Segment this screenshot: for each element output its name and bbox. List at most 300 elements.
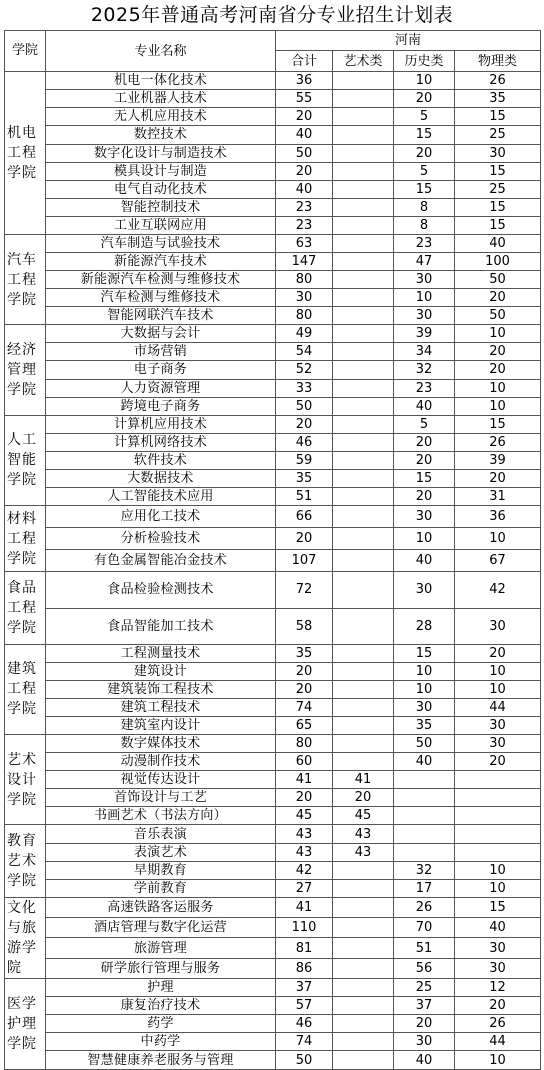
cell-physics: 30 [455, 735, 541, 753]
cell-art [333, 90, 394, 108]
major-name: 数控技术 [46, 126, 276, 144]
cell-history [394, 825, 455, 843]
major-name: 音乐表演 [46, 825, 276, 843]
table-row [5, 680, 541, 698]
cell-art [333, 361, 394, 379]
cell-physics [455, 771, 541, 789]
cell-art [333, 1051, 394, 1070]
cell-physics: 25 [455, 180, 541, 198]
cell-art [333, 144, 394, 162]
cell-physics: 20 [455, 997, 541, 1015]
cell-art [333, 662, 394, 680]
cell-art [333, 1033, 394, 1051]
cell-physics: 15 [455, 897, 541, 917]
cell-art [333, 271, 394, 289]
cell-history: 37 [394, 997, 455, 1015]
table-row [5, 415, 541, 433]
table-row [5, 997, 541, 1015]
major-name: 酒店管理与数字化运营 [46, 918, 276, 938]
major-name: 新能源汽车检测与维修技术 [46, 271, 276, 289]
cell-history: 15 [394, 644, 455, 662]
table-row [5, 789, 541, 807]
major-name: 汽车检测与维修技术 [46, 289, 276, 307]
cell-physics: 10 [455, 397, 541, 415]
cell-total: 74 [276, 698, 333, 716]
cell-physics: 25 [455, 126, 541, 144]
cell-physics: 15 [455, 415, 541, 433]
cell-physics: 20 [455, 469, 541, 487]
cell-art [333, 343, 394, 361]
cell-history: 25 [394, 979, 455, 997]
cell-history: 10 [394, 528, 455, 550]
major-name: 研学旅行管理与服务 [46, 958, 276, 978]
table-row [5, 938, 541, 958]
cell-total: 20 [276, 789, 333, 807]
table-row [5, 807, 541, 825]
table-row [5, 108, 541, 126]
cell-art [333, 918, 394, 938]
table-row [5, 271, 541, 289]
cell-total: 45 [276, 807, 333, 825]
cell-art: 43 [333, 843, 394, 861]
major-name: 护理 [46, 979, 276, 997]
cell-physics: 10 [455, 325, 541, 343]
table-row [5, 234, 541, 252]
cell-history: 30 [394, 307, 455, 325]
table-row [5, 379, 541, 397]
cell-history [394, 789, 455, 807]
college-name: 汽车工程学院 [5, 234, 46, 324]
table-row [5, 528, 541, 550]
cell-art: 20 [333, 789, 394, 807]
major-name: 人工智能技术应用 [46, 487, 276, 505]
cell-physics: 10 [455, 662, 541, 680]
cell-total: 65 [276, 717, 333, 735]
cell-art [333, 550, 394, 572]
cell-history: 10 [394, 289, 455, 307]
cell-history: 20 [394, 433, 455, 451]
cell-art [333, 698, 394, 716]
cell-history: 20 [394, 90, 455, 108]
cell-total: 36 [276, 72, 333, 90]
cell-art [333, 216, 394, 234]
major-name: 食品智能加工技术 [46, 608, 276, 644]
cell-history: 20 [394, 487, 455, 505]
cell-physics: 10 [455, 861, 541, 879]
major-name: 智慧健康养老服务与管理 [46, 1051, 276, 1070]
college-name: 建筑工程学院 [5, 644, 46, 734]
col-header-art: 艺术类 [333, 51, 394, 72]
table-row [5, 897, 541, 917]
table-row [5, 252, 541, 270]
cell-history: 20 [394, 144, 455, 162]
col-header-physics: 物理类 [455, 51, 541, 72]
cell-art [333, 180, 394, 198]
cell-art [333, 108, 394, 126]
cell-history: 5 [394, 162, 455, 180]
cell-history: 17 [394, 879, 455, 897]
cell-art [333, 572, 394, 608]
cell-history: 26 [394, 897, 455, 917]
cell-total: 46 [276, 433, 333, 451]
cell-total: 23 [276, 216, 333, 234]
table-row [5, 451, 541, 469]
college-name: 食品工程学院 [5, 572, 46, 644]
cell-physics: 26 [455, 433, 541, 451]
cell-history: 40 [394, 1051, 455, 1070]
cell-history: 5 [394, 108, 455, 126]
cell-history: 40 [394, 397, 455, 415]
major-name: 大数据与会计 [46, 325, 276, 343]
cell-total: 20 [276, 108, 333, 126]
cell-physics: 12 [455, 979, 541, 997]
cell-total: 20 [276, 680, 333, 698]
major-name: 有色金属智能冶金技术 [46, 550, 276, 572]
table-row [5, 90, 541, 108]
cell-physics: 20 [455, 753, 541, 771]
cell-art [333, 644, 394, 662]
cell-art [333, 487, 394, 505]
major-name: 模具设计与制造 [46, 162, 276, 180]
cell-physics: 20 [455, 343, 541, 361]
table-row [5, 361, 541, 379]
cell-total: 43 [276, 843, 333, 861]
cell-total: 50 [276, 397, 333, 415]
major-name: 建筑室内设计 [46, 717, 276, 735]
cell-total: 110 [276, 918, 333, 938]
cell-total: 60 [276, 753, 333, 771]
college-name: 经济管理学院 [5, 325, 46, 415]
table-row [5, 979, 541, 997]
major-name: 汽车制造与试验技术 [46, 234, 276, 252]
cell-total: 42 [276, 861, 333, 879]
table-row [5, 487, 541, 505]
major-name: 电气自动化技术 [46, 180, 276, 198]
cell-art [333, 289, 394, 307]
cell-physics: 30 [455, 717, 541, 735]
cell-art [333, 1015, 394, 1033]
cell-art [333, 252, 394, 270]
cell-art [333, 979, 394, 997]
major-name: 高速铁路客运服务 [46, 897, 276, 917]
cell-history: 30 [394, 506, 455, 528]
cell-total: 20 [276, 528, 333, 550]
cell-physics: 10 [455, 1051, 541, 1070]
cell-art [333, 506, 394, 528]
major-name: 视觉传达设计 [46, 771, 276, 789]
table-row [5, 1051, 541, 1070]
table-row [5, 608, 541, 644]
cell-history: 20 [394, 451, 455, 469]
cell-physics: 26 [455, 72, 541, 90]
major-name: 应用化工技术 [46, 506, 276, 528]
table-row [5, 162, 541, 180]
col-header-region: 河南 [276, 31, 541, 51]
table-row [5, 469, 541, 487]
cell-physics: 30 [455, 958, 541, 978]
cell-total: 58 [276, 608, 333, 644]
major-name: 建筑装饰工程技术 [46, 680, 276, 698]
major-name: 市场营销 [46, 343, 276, 361]
cell-total: 40 [276, 126, 333, 144]
major-name: 书画艺术（书法方向） [46, 807, 276, 825]
cell-physics: 10 [455, 379, 541, 397]
major-name: 康复治疗技术 [46, 997, 276, 1015]
major-name: 学前教育 [46, 879, 276, 897]
cell-physics: 39 [455, 451, 541, 469]
table-row [5, 1033, 541, 1051]
cell-art [333, 528, 394, 550]
cell-history: 30 [394, 698, 455, 716]
table-row [5, 343, 541, 361]
cell-art [333, 469, 394, 487]
cell-physics: 26 [455, 1015, 541, 1033]
major-name: 机电一体化技术 [46, 72, 276, 90]
cell-physics: 10 [455, 528, 541, 550]
cell-history: 39 [394, 325, 455, 343]
table-row [5, 771, 541, 789]
table-row [5, 180, 541, 198]
cell-total: 20 [276, 415, 333, 433]
cell-total: 50 [276, 1051, 333, 1070]
cell-physics: 15 [455, 216, 541, 234]
major-name: 工业互联网应用 [46, 216, 276, 234]
cell-history: 32 [394, 861, 455, 879]
cell-history: 34 [394, 343, 455, 361]
major-name: 分析检验技术 [46, 528, 276, 550]
college-name: 艺术设计学院 [5, 735, 46, 825]
cell-physics: 15 [455, 108, 541, 126]
cell-physics: 20 [455, 289, 541, 307]
table-row [5, 198, 541, 216]
cell-physics: 50 [455, 271, 541, 289]
cell-total: 74 [276, 1033, 333, 1051]
cell-physics: 67 [455, 550, 541, 572]
cell-physics: 31 [455, 487, 541, 505]
major-name: 无人机应用技术 [46, 108, 276, 126]
cell-physics: 20 [455, 644, 541, 662]
cell-total: 80 [276, 735, 333, 753]
table-row [5, 216, 541, 234]
cell-history: 40 [394, 550, 455, 572]
major-name: 早期教育 [46, 861, 276, 879]
table-row [5, 144, 541, 162]
cell-physics: 10 [455, 680, 541, 698]
table-row [5, 307, 541, 325]
cell-art [333, 126, 394, 144]
cell-art [333, 753, 394, 771]
table-row [5, 735, 541, 753]
cell-total: 50 [276, 144, 333, 162]
table-row [5, 126, 541, 144]
col-header-history: 历史类 [394, 51, 455, 72]
cell-physics: 20 [455, 361, 541, 379]
cell-art [333, 397, 394, 415]
cell-total: 52 [276, 361, 333, 379]
cell-total: 20 [276, 162, 333, 180]
cell-total: 107 [276, 550, 333, 572]
cell-art: 41 [333, 771, 394, 789]
major-name: 建筑设计 [46, 662, 276, 680]
cell-physics: 44 [455, 698, 541, 716]
col-header-college: 学院 [5, 31, 46, 72]
cell-art [333, 680, 394, 698]
table-row [5, 753, 541, 771]
cell-total: 37 [276, 979, 333, 997]
college-name: 文化与旅游学院 [5, 897, 46, 978]
col-header-total: 合计 [276, 51, 333, 72]
cell-total: 72 [276, 572, 333, 608]
cell-history: 10 [394, 662, 455, 680]
cell-physics: 40 [455, 234, 541, 252]
cell-total: 30 [276, 289, 333, 307]
table-row [5, 397, 541, 415]
major-name: 计算机网络技术 [46, 433, 276, 451]
cell-physics: 36 [455, 506, 541, 528]
major-name: 中药学 [46, 1033, 276, 1051]
cell-total: 80 [276, 271, 333, 289]
major-name: 智能控制技术 [46, 198, 276, 216]
cell-history: 40 [394, 753, 455, 771]
cell-art [333, 451, 394, 469]
cell-art [333, 879, 394, 897]
cell-art [333, 861, 394, 879]
cell-history: 15 [394, 180, 455, 198]
major-name: 电子商务 [46, 361, 276, 379]
cell-physics [455, 843, 541, 861]
cell-art [333, 415, 394, 433]
col-header-major: 专业名称 [46, 31, 276, 72]
cell-history: 15 [394, 469, 455, 487]
major-name: 工程测量技术 [46, 644, 276, 662]
table-row [5, 958, 541, 978]
cell-history: 70 [394, 918, 455, 938]
cell-history: 30 [394, 572, 455, 608]
cell-art: 45 [333, 807, 394, 825]
table-row [5, 433, 541, 451]
cell-physics: 40 [455, 918, 541, 938]
major-name: 动漫制作技术 [46, 753, 276, 771]
cell-total: 23 [276, 198, 333, 216]
cell-history: 30 [394, 271, 455, 289]
cell-total: 35 [276, 469, 333, 487]
college-name: 人工智能学院 [5, 415, 46, 505]
cell-total: 43 [276, 825, 333, 843]
table-row [5, 72, 541, 90]
table-row [5, 879, 541, 897]
cell-physics: 10 [455, 879, 541, 897]
cell-art [333, 198, 394, 216]
major-name: 智能网联汽车技术 [46, 307, 276, 325]
table-row [5, 843, 541, 861]
cell-total: 40 [276, 180, 333, 198]
cell-history: 8 [394, 216, 455, 234]
enrollment-plan-table [4, 30, 541, 1070]
major-name: 人力资源管理 [46, 379, 276, 397]
major-name: 新能源汽车技术 [46, 252, 276, 270]
college-name: 医学护理学院 [5, 979, 46, 1070]
cell-art [333, 162, 394, 180]
table-row [5, 861, 541, 879]
cell-art: 43 [333, 825, 394, 843]
cell-total: 41 [276, 771, 333, 789]
cell-physics: 30 [455, 608, 541, 644]
cell-history: 20 [394, 1015, 455, 1033]
major-name: 药学 [46, 1015, 276, 1033]
cell-history: 50 [394, 735, 455, 753]
table-row [5, 289, 541, 307]
cell-history: 32 [394, 361, 455, 379]
cell-history: 8 [394, 198, 455, 216]
cell-history: 10 [394, 72, 455, 90]
cell-art [333, 897, 394, 917]
cell-physics: 30 [455, 144, 541, 162]
cell-physics: 15 [455, 198, 541, 216]
cell-history [394, 771, 455, 789]
cell-total: 57 [276, 997, 333, 1015]
cell-physics: 42 [455, 572, 541, 608]
cell-history: 23 [394, 379, 455, 397]
table-row [5, 550, 541, 572]
cell-total: 80 [276, 307, 333, 325]
cell-total: 55 [276, 90, 333, 108]
cell-total: 27 [276, 879, 333, 897]
table-row [5, 1015, 541, 1033]
cell-physics [455, 807, 541, 825]
table-row [5, 825, 541, 843]
cell-total: 66 [276, 506, 333, 528]
cell-art [333, 608, 394, 644]
cell-art [333, 717, 394, 735]
cell-physics: 35 [455, 90, 541, 108]
cell-art [333, 958, 394, 978]
cell-art [333, 307, 394, 325]
cell-history: 30 [394, 1033, 455, 1051]
cell-physics: 15 [455, 162, 541, 180]
cell-physics [455, 789, 541, 807]
table-row [5, 506, 541, 528]
cell-history [394, 807, 455, 825]
college-name: 教育艺术学院 [5, 825, 46, 897]
cell-history: 5 [394, 415, 455, 433]
table-row [5, 325, 541, 343]
cell-total: 147 [276, 252, 333, 270]
major-name: 食品检验检测技术 [46, 572, 276, 608]
cell-art [333, 433, 394, 451]
cell-total: 35 [276, 644, 333, 662]
table-row [5, 698, 541, 716]
cell-art [333, 997, 394, 1015]
major-name: 工业机器人技术 [46, 90, 276, 108]
major-name: 表演艺术 [46, 843, 276, 861]
table-row [5, 918, 541, 938]
major-name: 数字媒体技术 [46, 735, 276, 753]
cell-history: 28 [394, 608, 455, 644]
major-name: 数字化设计与制造技术 [46, 144, 276, 162]
cell-physics: 44 [455, 1033, 541, 1051]
college-name: 材料工程学院 [5, 506, 46, 572]
major-name: 跨境电子商务 [46, 397, 276, 415]
cell-total: 20 [276, 662, 333, 680]
cell-total: 49 [276, 325, 333, 343]
cell-total: 81 [276, 938, 333, 958]
cell-total: 86 [276, 958, 333, 978]
table-row [5, 572, 541, 608]
major-name: 软件技术 [46, 451, 276, 469]
cell-art [333, 325, 394, 343]
cell-history: 56 [394, 958, 455, 978]
cell-art [333, 379, 394, 397]
